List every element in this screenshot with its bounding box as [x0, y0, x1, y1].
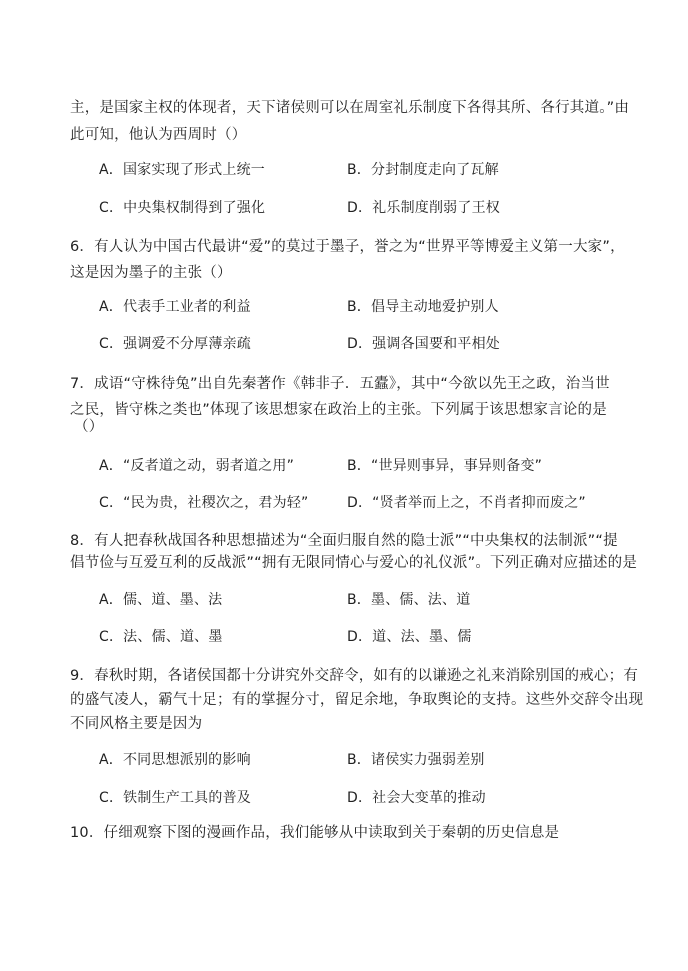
q6-option-d: D．强调各国要和平相处: [347, 336, 500, 352]
q8-option-a: A．儒、道、墨、法: [99, 592, 223, 608]
q6-text-line-2: 这是因为墨子的主张（）: [70, 265, 232, 281]
q10-text-line-1: 10．仔细观察下图的漫画作品，我们能够从中读取到关于秦朝的历史信息是: [70, 825, 560, 841]
q8-option-d: D．道、法、墨、儒: [347, 629, 472, 645]
q6-option-b: B．倡导主动地爱护别人: [347, 299, 499, 315]
q7-option-a: A．“反者道之动，弱者道之用”: [99, 458, 295, 474]
q9-option-d: D．社会大变革的推动: [347, 790, 486, 806]
q5-option-d: D．礼乐制度削弱了王权: [347, 200, 500, 216]
q5-option-a: A．国家实现了形式上统一: [99, 162, 265, 178]
q8-option-c: C．法、儒、道、墨: [99, 629, 223, 645]
q7-option-c: C．“民为贵，社稷次之，君为轻”: [99, 495, 309, 511]
q7-option-d: D．“贤者举而上之，不肖者抑而废之”: [347, 495, 586, 511]
q5-text-line-2: 此可知，他认为西周时（）: [70, 127, 247, 143]
q8-option-b: B．墨、儒、法、道: [347, 592, 471, 608]
q9-option-b: B．诸侯实力强弱差别: [347, 752, 485, 768]
q9-text-line-2: 的盛气凌人，霸气十足；有的掌握分寸，留足余地，争取舆论的支持。这些外交辞令出现: [70, 692, 644, 708]
q5-text-line-1: 主，是国家主权的体现者，天下诸侯则可以在周室礼乐制度下各得其所、各行其道。”由: [70, 100, 630, 116]
q8-text-line-2: 倡节俭与互爱互利的反战派”“拥有无限同情心与爱心的礼仪派”。下列正确对应描述的是: [70, 555, 638, 571]
q7-text-line-2: 之民，皆守株之类也”体现了该思想家在政治上的主张。下列属于该思想家言论的是: [70, 402, 607, 418]
q7-text-line-3: （）: [74, 419, 104, 435]
q9-text-line-1: 9．春秋时期，各诸侯国都十分讲究外交辞令，如有的以谦逊之礼来消除别国的戒心；有: [70, 668, 639, 684]
q8-text-line-1: 8．有人把春秋战国各种思想描述为“全面归服自然的隐士派”“中央集权的法制派”“提: [70, 533, 618, 549]
q9-option-a: A．不同思想派别的影响: [99, 752, 251, 768]
q9-option-c: C．铁制生产工具的普及: [99, 790, 251, 806]
q6-option-a: A．代表手工业者的利益: [99, 299, 251, 315]
q7-option-b: B．“世异则事异，事异则备变”: [347, 458, 543, 474]
q5-option-c: C．中央集权制得到了强化: [99, 200, 266, 216]
q5-option-b: B．分封制度走向了瓦解: [347, 162, 499, 178]
q9-text-line-3: 不同风格主要是因为: [70, 716, 203, 732]
q7-text-line-1: 7．成语“守株待兔”出自先秦著作《韩非子．五蠹》，其中“今欲以先王之政，治当世: [70, 376, 610, 392]
q6-option-c: C．强调爱不分厚薄亲疏: [99, 336, 251, 352]
q6-text-line-1: 6．有人认为中国古代最讲“爱”的莫过于墨子，誉之为“世界平等博爱主义第一大家”，: [70, 239, 625, 255]
